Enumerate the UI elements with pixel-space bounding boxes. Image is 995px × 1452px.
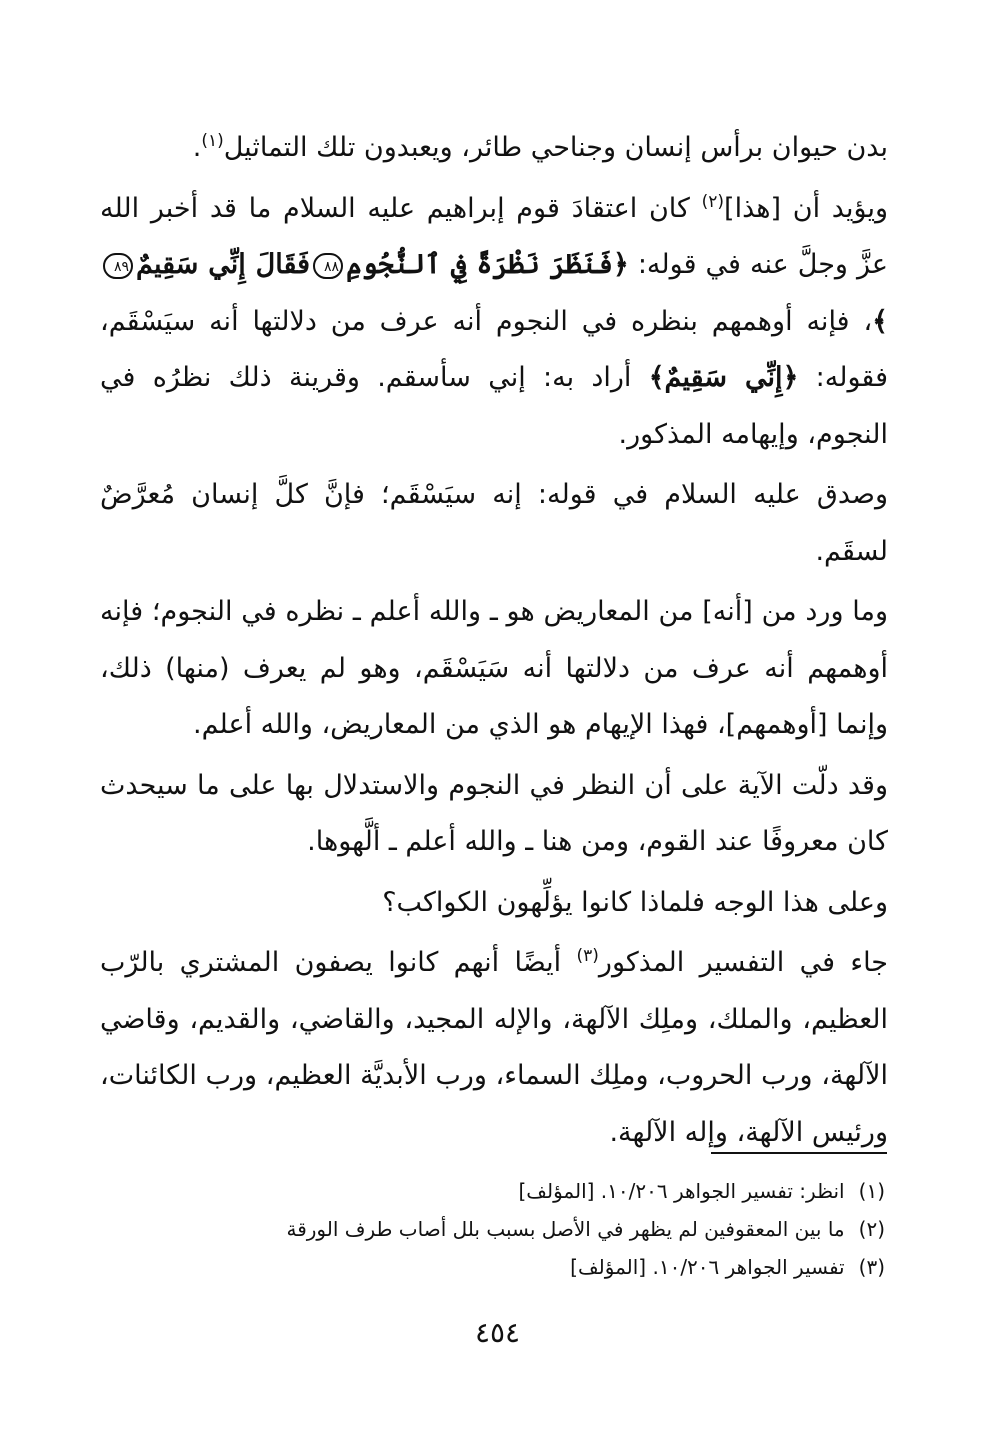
footnote-1-number: (١) — [858, 1179, 885, 1203]
paragraph-3: وصدق عليه السلام في قوله: إنه سيَسْقَم؛ فإنَّ كلَّ إنسان مُعرَّضٌ لسقَم. — [100, 479, 888, 567]
footnote-3-text: تفسير الجواهر ١٠/٢٠٦. [المؤلف] — [570, 1255, 845, 1279]
footnote-ref-2: (٢) — [701, 191, 725, 212]
footnote-3 — [185, 1248, 885, 1286]
paragraph-4: وما ورد من [أنه] من المعاريض هو ـ والله أعلم ـ نظره في النجوم؛ فإنه أوهمهم أنه عرف من دلالتها أنه سَيَسْقَم، وهو لم يعرف (منها) ذلك، وإنما [أوهمهم]، فهذا الإيهام هو الذي من المعاريض، والله أعلم. — [100, 596, 888, 740]
quran-verse-1a: فَنَظَرَ نَظْرَةً فِي ٱلنُّجُومِ — [346, 249, 613, 280]
quran-open-bracket-2: ﴿ — [782, 362, 799, 393]
quran-verse-1b: فَقَالَ إِنِّي سَقِيمٌ — [136, 249, 311, 280]
paragraph-2 — [100, 181, 888, 464]
paragraph-1-end: . — [192, 132, 202, 163]
footnote-2-number: (٢) — [858, 1217, 885, 1241]
paragraph-6: وعلى هذا الوجه فلماذا كانوا يؤلِّهون الكواكب؟ — [382, 886, 888, 918]
paragraph-2-text-d: أراد به: إني سأسقم. وقرينة ذلك نظرُه في النجوم، وإيهامه المذكور. — [100, 362, 888, 450]
quran-close-bracket-2: ﴾ — [648, 362, 665, 393]
paragraph-2-text-c: ، فإنه أوهمهم بنظره في النجوم أنه عرف من دلالتها أنه سيَسْقَم، فقوله: — [100, 305, 888, 393]
footnote-2-text: ما بين المعقوفين لم يظهر في الأصل بسبب بلل أصاب طرف الورقة — [286, 1217, 845, 1241]
footnote-separator — [711, 1152, 887, 1154]
paragraph-1-text: بدن حيوان برأس إنسان وجناحي طائر، ويعبدون تلك التماثيل — [223, 132, 888, 163]
ayah-number-89: ٨٩ — [103, 253, 133, 279]
main-text — [100, 120, 888, 1161]
paragraph-7 — [100, 935, 888, 1161]
footnote-1-text: انظر: تفسير الجواهر ١٠/٢٠٦. [المؤلف] — [518, 1179, 845, 1203]
footnote-2 — [185, 1210, 885, 1248]
paragraph-7-text-a: جاء في التفسير المذكور — [598, 947, 888, 978]
footnotes — [185, 1172, 885, 1286]
paragraph-2-text-a: ويؤيد أن [هذا] — [724, 192, 888, 224]
paragraph-1 — [100, 120, 888, 177]
footnote-ref-3: (٣) — [576, 946, 599, 966]
paragraph-2-text-b: كان اعتقادَ قوم إبراهيم عليه السلام ما قد أخبر الله عزَّ وجلَّ عنه في قوله: — [100, 192, 888, 280]
footnote-ref-1: (١) — [201, 131, 224, 151]
paragraph-5: وقد دلّت الآية على أن النظر في النجوم والاستدلال بها على ما سيحدث كان معروفًا عند القوم، ومن هنا ـ والله أعلم ـ ألَّهوها. — [100, 769, 888, 857]
footnote-1 — [185, 1172, 885, 1210]
paragraph-7-text-b: أيضًا أنهم كانوا يصفون المشتري بالرّب العظيم، والملك، وملِك الآلهة، والإله المجيد، والقاضي، والقديم، وقاضي الآلهة، ورب الحروب، وملِك السماء، ورب الأبديَّة العظيم، ورب الكائنات، ورئيس الآلهة، وإله الآلهة. — [100, 947, 888, 1148]
quran-open-bracket: ﴿ — [612, 249, 629, 280]
quran-verse-2: إِنِّي سَقِيمٌ — [664, 362, 783, 393]
footnote-3-number: (٣) — [858, 1255, 885, 1279]
ayah-number-88: ٨٨ — [313, 253, 343, 279]
page-number: ٤٥٤ — [474, 1316, 521, 1349]
quran-close-bracket: ﴾ — [872, 305, 888, 337]
